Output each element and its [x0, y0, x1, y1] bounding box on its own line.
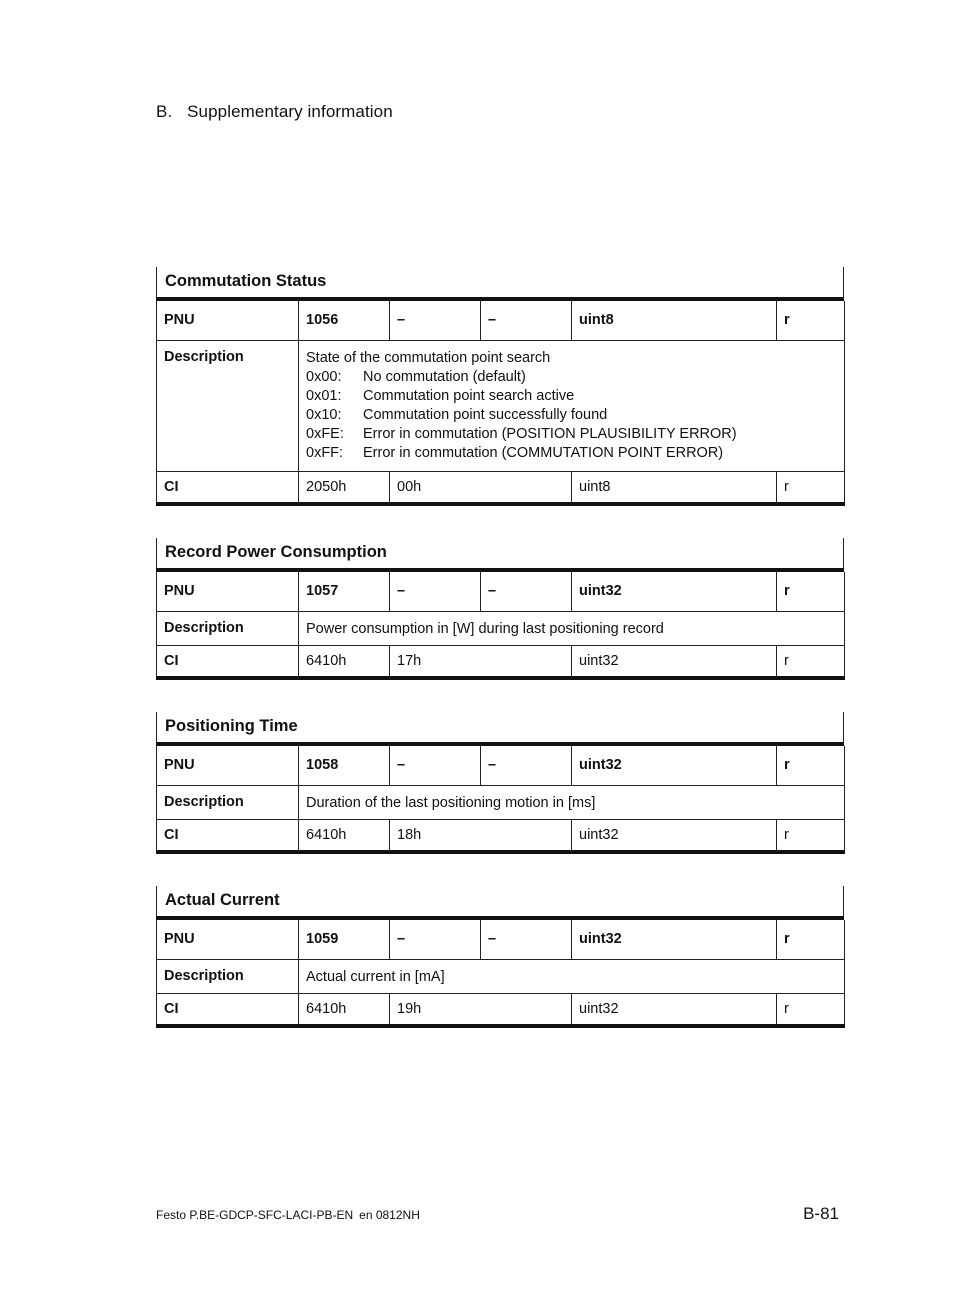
- ci-data-type: uint32: [572, 645, 777, 678]
- pnu-access: r: [777, 746, 845, 785]
- ci-label: CI: [157, 819, 299, 852]
- pnu-value: 1058: [299, 746, 390, 785]
- ci-row: [157, 645, 845, 678]
- ci-label: CI: [157, 471, 299, 504]
- ci-label: CI: [157, 645, 299, 678]
- ci-index: 6410h: [299, 645, 390, 678]
- param-title: Positioning Time: [156, 712, 844, 746]
- page-number: B-81: [803, 1204, 839, 1223]
- pnu-subindex-to: –: [481, 301, 572, 340]
- item-code: 0x01:: [306, 387, 342, 404]
- pnu-row: [157, 301, 845, 340]
- ci-subindex: 17h: [390, 645, 572, 678]
- item-text: Error in commutation (POSITION PLAUSIBILITY ERROR): [363, 425, 737, 442]
- pnu-subindex-from: –: [390, 301, 481, 340]
- ci-row: [157, 819, 845, 852]
- description-item: [306, 406, 837, 425]
- description-row: [157, 611, 845, 645]
- description-intro: Actual current in [mA]: [306, 968, 445, 985]
- item-text: Error in commutation (COMMUTATION POINT ERROR): [363, 444, 724, 461]
- ci-access: r: [777, 471, 845, 504]
- pnu-data-type: uint8: [572, 301, 777, 340]
- pnu-label: PNU: [157, 572, 299, 611]
- item-code: 0xFF:: [306, 444, 344, 461]
- ci-subindex: 18h: [390, 819, 572, 852]
- section-number: B.: [156, 102, 173, 121]
- description-intro: Duration of the last positioning motion in [ms]: [306, 794, 596, 811]
- description-text: [299, 340, 845, 471]
- pnu-label: PNU: [157, 746, 299, 785]
- ci-access: r: [777, 993, 845, 1026]
- param-block-positioning-time: [156, 712, 844, 854]
- description-label: Description: [157, 959, 299, 993]
- section-header: [156, 102, 393, 122]
- pnu-access: r: [777, 920, 845, 959]
- pnu-label: PNU: [157, 301, 299, 340]
- param-title: Commutation Status: [156, 267, 844, 301]
- pnu-subindex-to: –: [481, 746, 572, 785]
- pnu-access: r: [777, 572, 845, 611]
- ci-data-type: uint32: [572, 993, 777, 1026]
- description-text: [299, 611, 845, 645]
- pnu-subindex-to: –: [481, 572, 572, 611]
- footer-edition: en 0812NH: [359, 1208, 420, 1222]
- description-label: Description: [157, 785, 299, 819]
- param-table: [156, 746, 845, 854]
- description-text: [299, 959, 845, 993]
- ci-access: r: [777, 645, 845, 678]
- pnu-subindex-from: –: [390, 920, 481, 959]
- ci-data-type: uint32: [572, 819, 777, 852]
- ci-label: CI: [157, 993, 299, 1026]
- item-text: Commutation point search active: [363, 387, 575, 404]
- description-item: [306, 444, 837, 463]
- pnu-subindex-to: –: [481, 920, 572, 959]
- description-item: [306, 368, 837, 387]
- section-title: Supplementary information: [187, 102, 393, 121]
- ci-row: [157, 993, 845, 1026]
- pnu-subindex-from: –: [390, 572, 481, 611]
- pnu-value: 1057: [299, 572, 390, 611]
- footer-document-id: [156, 1208, 420, 1222]
- ci-access: r: [777, 819, 845, 852]
- description-row: [157, 959, 845, 993]
- description-text: [299, 785, 845, 819]
- description-row: [157, 785, 845, 819]
- description-item: [306, 387, 837, 406]
- param-title: Actual Current: [156, 886, 844, 920]
- pnu-subindex-from: –: [390, 746, 481, 785]
- item-code: 0xFE:: [306, 425, 344, 442]
- description-row: [157, 340, 845, 471]
- pnu-data-type: uint32: [572, 920, 777, 959]
- ci-index: 6410h: [299, 993, 390, 1026]
- param-table: [156, 572, 845, 680]
- description-label: Description: [157, 611, 299, 645]
- param-block-actual-current: [156, 886, 844, 1028]
- ci-row: [157, 471, 845, 504]
- item-text: No commutation (default): [363, 368, 526, 385]
- param-table: [156, 920, 845, 1028]
- ci-subindex: 19h: [390, 993, 572, 1026]
- description-label: Description: [157, 340, 299, 471]
- pnu-row: [157, 746, 845, 785]
- item-text: Commutation point successfully found: [363, 406, 608, 423]
- pnu-value: 1059: [299, 920, 390, 959]
- item-code: 0x10:: [306, 406, 342, 423]
- ci-data-type: uint8: [572, 471, 777, 504]
- param-block-record-power-consumption: [156, 538, 844, 680]
- ci-subindex: 00h: [390, 471, 572, 504]
- item-code: 0x00:: [306, 368, 342, 385]
- pnu-data-type: uint32: [572, 746, 777, 785]
- pnu-access: r: [777, 301, 845, 340]
- pnu-value: 1056: [299, 301, 390, 340]
- ci-index: 6410h: [299, 819, 390, 852]
- description-intro: Power consumption in [W] during last positioning record: [306, 620, 664, 637]
- description-intro: State of the commutation point search: [306, 349, 551, 366]
- param-table: [156, 301, 845, 506]
- pnu-data-type: uint32: [572, 572, 777, 611]
- pnu-row: [157, 920, 845, 959]
- pnu-row: [157, 572, 845, 611]
- param-title: Record Power Consumption: [156, 538, 844, 572]
- description-item: [306, 425, 837, 444]
- ci-index: 2050h: [299, 471, 390, 504]
- pnu-label: PNU: [157, 920, 299, 959]
- param-block-commutation-status: [156, 267, 844, 506]
- footer-doc: Festo P.BE-GDCP-SFC-LACI-PB-EN: [156, 1208, 354, 1222]
